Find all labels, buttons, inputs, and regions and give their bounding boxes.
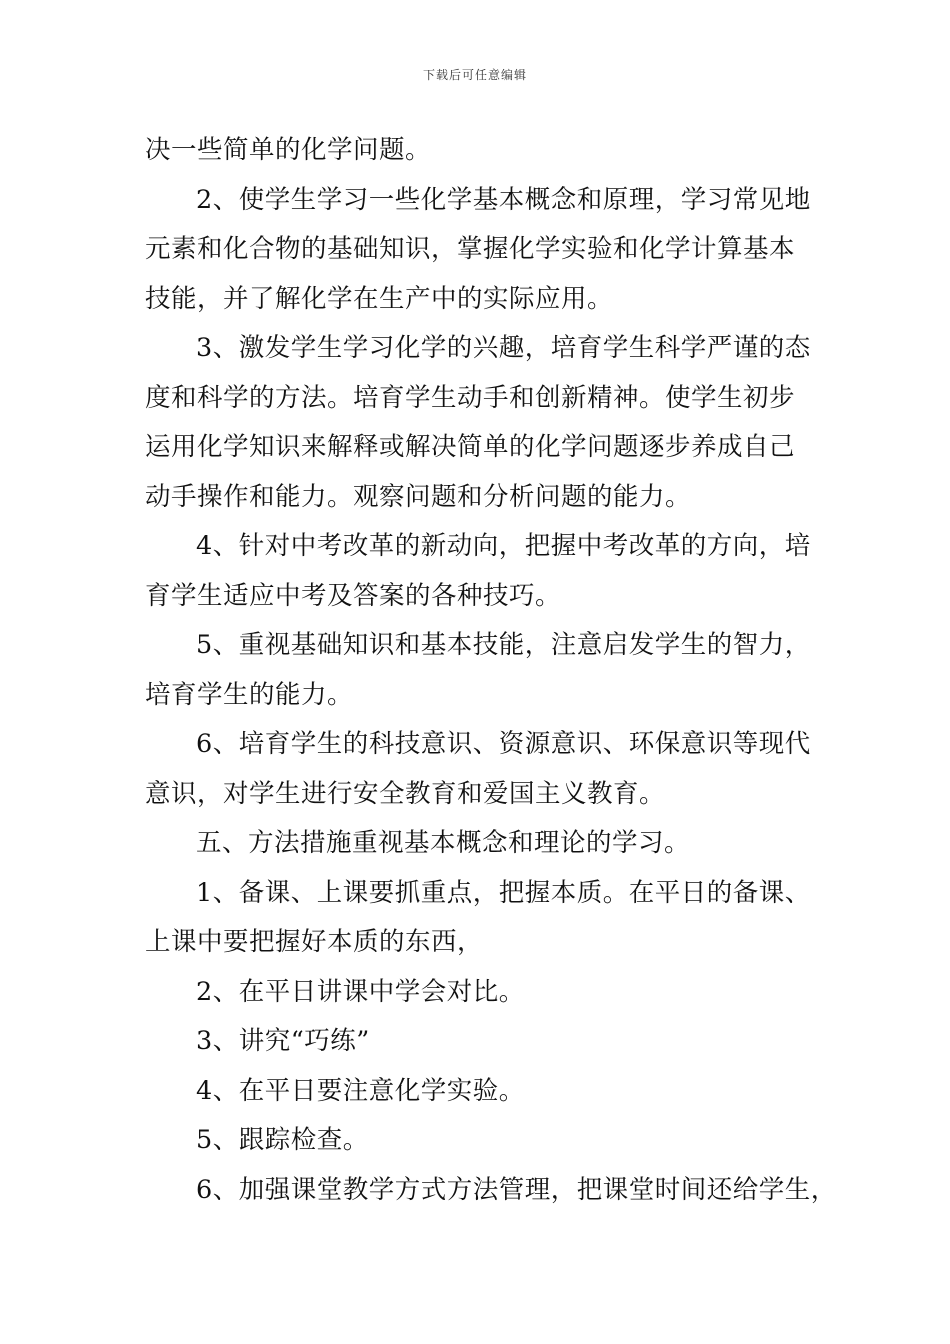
text-line: 上课中要把握好本质的东西， — [145, 927, 484, 957]
text-line: 6、培育学生的科技意识、资源意识、环保意识等现代 — [196, 729, 811, 759]
text-line: 5、重视基础知识和基本技能，注意启发学生的智力， — [196, 630, 811, 660]
text-line: 运用化学知识来解释或解决简单的化学问题逐步养成自己 — [145, 432, 796, 462]
page-header: 下载后可任意编辑 — [422, 68, 527, 82]
text-line: 2、在平日讲课中学会对比。 — [196, 976, 525, 1007]
text-line: 4、针对中考改革的新动向，把握中考改革的方向，培 — [196, 531, 811, 561]
text-line: 决一些简单的化学问题。 — [145, 135, 432, 165]
text-line: 技能，并了解化学在生产中的实际应用。 — [145, 283, 614, 314]
text-line: 培育学生的能力。 — [145, 679, 354, 710]
text-line: 度和科学的方法。培育学生动手和创新精神。使学生初步 — [145, 382, 796, 413]
text-line: 5、跟踪检查。 — [196, 1125, 369, 1155]
section-heading: 五、方法措施重视基本概念和理论的学习。 — [196, 828, 691, 858]
text-line: 3、激发学生学习化学的兴趣，培育学生科学严谨的态 — [196, 333, 811, 363]
text-line: 1、备课、上课要抓重点，把握本质。在平日的备课、 — [196, 877, 811, 908]
text-line: 6、加强课堂教学方式方法管理，把课堂时间还给学生， — [196, 1174, 837, 1205]
text-line: 元素和化合物的基础知识，掌握化学实验和化学计算基本 — [145, 234, 796, 264]
text-line: 育学生适应中考及答案的各种技巧。 — [145, 580, 562, 611]
text-line: 动手操作和能力。观察问题和分析问题的能力。 — [145, 481, 692, 512]
document-body — [145, 126, 837, 1215]
text-line: 3、讲究“巧练” — [196, 1026, 370, 1056]
text-line: 意识，对学生进行安全教育和爱国主义教育。 — [145, 778, 666, 809]
text-line: 4、在平日要注意化学实验。 — [196, 1075, 525, 1106]
text-line: 2、使学生学习一些化学基本概念和原理，学习常见地 — [196, 184, 811, 215]
